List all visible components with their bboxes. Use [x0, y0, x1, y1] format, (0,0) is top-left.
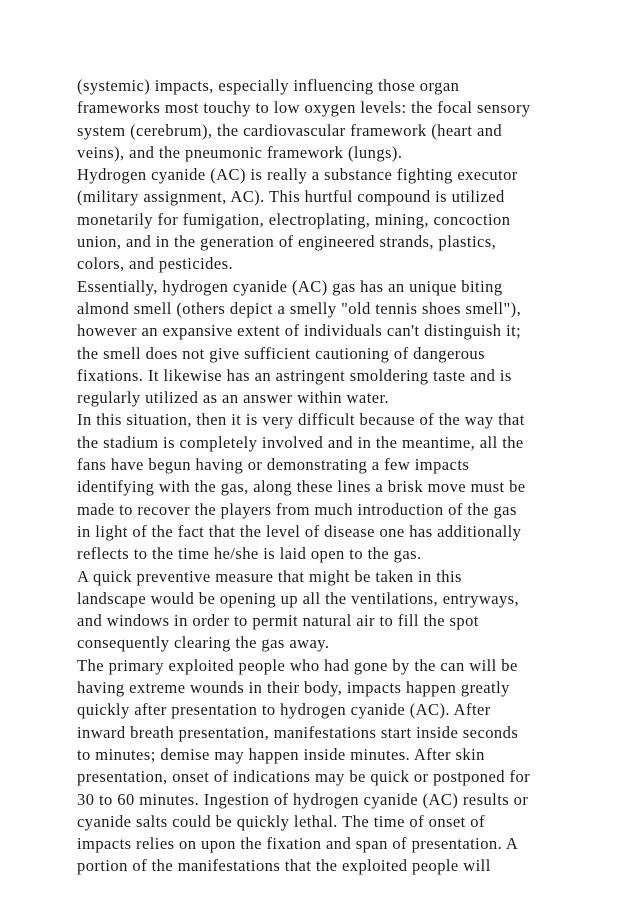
text-line: regularly utilized as an answer within water.: [77, 388, 390, 408]
text-line: In this situation, then it is very difficult because of the way that: [77, 410, 525, 430]
text-line: fans have begun having or demonstrating a few impacts: [77, 455, 470, 475]
text-line: reflects to the time he/she is laid open to the gas.: [77, 544, 422, 564]
text-line: to minutes; demise may happen inside minutes. After skin: [77, 744, 485, 764]
text-line: Essentially, hydrogen cyanide (AC) gas has an unique biting: [77, 276, 503, 296]
text-line: portion of the manifestations that the exploited people will: [77, 856, 491, 876]
text-line: consequently clearing the gas away.: [77, 633, 330, 653]
text-line: A quick preventive measure that might be taken in this: [77, 566, 462, 586]
text-line: monetarily for fumigation, electroplating, mining, concoction: [77, 209, 511, 229]
text-line: Hydrogen cyanide (AC) is really a substance fighting executor: [77, 165, 518, 185]
text-line: made to recover the players from much introduction of the gas: [77, 499, 517, 519]
text-line: (systemic) impacts, especially influencing those organ: [77, 76, 460, 95]
text-line: having extreme wounds in their body, impacts happen greatly: [77, 678, 510, 698]
text-line: 30 to 60 minutes. Ingestion of hydrogen cyanide (AC) results or: [77, 789, 529, 809]
body-text: [77, 75, 567, 878]
text-line: cyanide salts could be quickly lethal. The time of onset of: [77, 811, 485, 831]
text-line: system (cerebrum), the cardiovascular framework (heart and: [77, 120, 503, 140]
text-line: almond smell (others depict a smelly "old tennis shoes smell"),: [77, 298, 522, 318]
text-line: identifying with the gas, along these lines a brisk move must be: [77, 477, 526, 497]
text-line: however an expansive extent of individuals can't distinguish it;: [77, 321, 522, 341]
text-line: The primary exploited people who had gone by the can will be: [77, 655, 518, 675]
text-line: the smell does not give sufficient cautioning of dangerous: [77, 343, 485, 363]
text-line: union, and in the generation of engineered strands, plastics,: [77, 232, 497, 252]
text-line: colors, and pesticides.: [77, 254, 234, 274]
text-line: the stadium is completely involved and in the meantime, all the: [77, 432, 524, 452]
text-line: impacts relies on upon the fixation and span of presentation. A: [77, 834, 519, 854]
text-line: quickly after presentation to hydrogen cyanide (AC). After: [77, 700, 491, 720]
text-line: and windows in order to permit natural air to fill the spot: [77, 611, 479, 631]
text-line: landscape would be opening up all the ventilations, entryways,: [77, 588, 520, 608]
text-line: in light of the fact that the level of disease one has additionally: [77, 521, 522, 541]
text-line: (military assignment, AC). This hurtful compound is utilized: [77, 187, 505, 207]
text-line: inward breath presentation, manifestations start inside seconds: [77, 722, 519, 742]
text-line: fixations. It likewise has an astringent smoldering taste and is: [77, 365, 512, 385]
text-line: frameworks most touchy to low oxygen levels: the focal sensory: [77, 98, 531, 118]
text-line: presentation, onset of indications may be quick or postponed for: [77, 767, 531, 787]
text-line: veins), and the pneumonic framework (lungs).: [77, 142, 403, 162]
